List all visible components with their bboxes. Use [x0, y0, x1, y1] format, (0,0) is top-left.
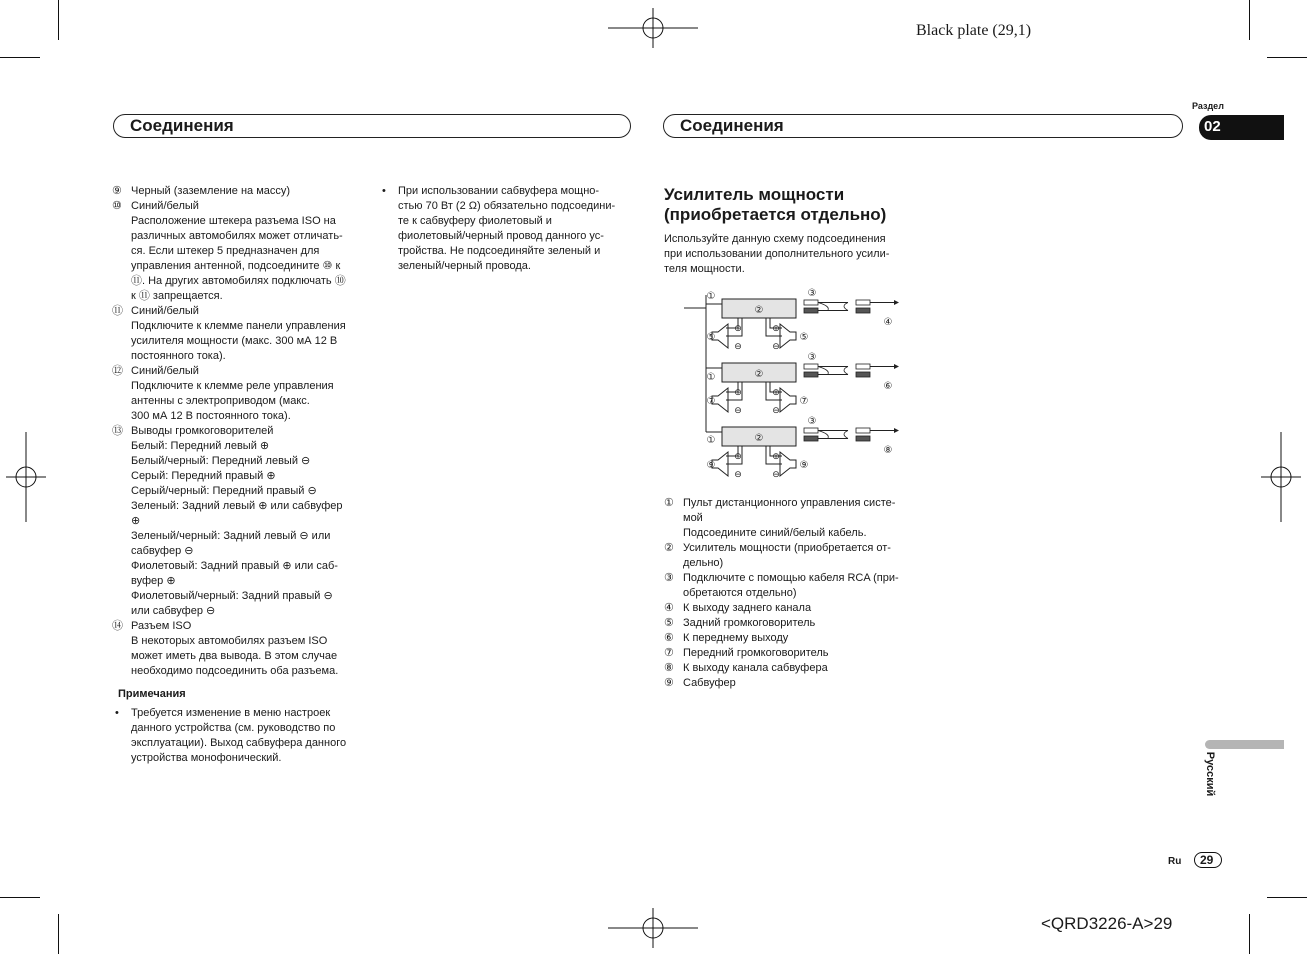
item-number: ⑩ [112, 200, 122, 212]
rca-label: ③ [807, 416, 817, 427]
rca-cable-bend [818, 367, 828, 375]
item-number: ⑭ [112, 620, 123, 632]
plus-terminal-label: ⊕ [772, 324, 780, 334]
rca-cable-bend [818, 303, 828, 311]
minus-terminal-label: ⊖ [734, 406, 742, 416]
section-label: Раздел [1192, 101, 1224, 111]
rca-cable-bend [818, 431, 828, 439]
intro-line: Используйте данную схему подсоединения [664, 233, 886, 245]
list-item [112, 424, 374, 619]
rca-plug-right [856, 436, 870, 441]
document-id: <QRD3226-A>29 [1041, 914, 1173, 933]
output-label: ⑧ [883, 445, 893, 456]
bullet-item [379, 184, 641, 274]
item-line: сабвуфер ⊖ [131, 545, 194, 557]
speaker-label-left: ⑤ [706, 332, 716, 343]
language-code: Ru [1168, 856, 1182, 867]
item-number: ⑦ [664, 647, 674, 659]
plus-terminal-label: ⊕ [772, 452, 780, 462]
amplifier-subtitle [664, 185, 926, 225]
item-line: Выводы громкоговорителей [131, 425, 274, 437]
list-item [664, 631, 926, 646]
rca-plug-right [856, 364, 870, 369]
item-line: К выходу заднего канала [683, 602, 812, 614]
list-item [112, 184, 374, 199]
list-item [112, 304, 374, 364]
list-item [112, 364, 374, 424]
diagram-legend [664, 496, 926, 691]
item-number: ⑪ [112, 305, 123, 317]
item-line: Подключите к клемме панели управления [131, 320, 346, 332]
item-line: Синий/белый [131, 200, 199, 212]
item-line: Подсоедините синий/белый кабель. [683, 527, 867, 539]
item-line: к ⑪ запрещается. [131, 290, 223, 302]
list-item [664, 571, 926, 601]
minus-terminal-label: ⊖ [772, 406, 780, 416]
plate-label: Black plate (29,1) [916, 22, 1032, 39]
rca-plug-right [856, 308, 870, 313]
item-line: данного устройства (см. руководство по [131, 722, 336, 734]
registration-mark-right [1261, 432, 1301, 522]
list-item [664, 676, 926, 691]
speaker-label-right: ⑦ [799, 396, 809, 407]
item-line: устройства монофонический. [131, 752, 282, 764]
item-line: дельно) [683, 557, 724, 569]
item-line: Фиолетовый/черный: Задний правый ⊖ [131, 590, 333, 602]
registration-mark-left [6, 432, 46, 522]
amplifier-wiring-diagram [680, 282, 920, 482]
section-header-left-title: Соединения [130, 116, 234, 135]
rca-label: ③ [807, 352, 817, 363]
item-line: постоянного тока). [131, 350, 226, 362]
item-line: Зеленый: Задний левый ⊕ или сабвуфер [131, 500, 343, 512]
item-number: ④ [664, 602, 674, 614]
item-line: обретаются отдельно) [683, 587, 797, 599]
minus-terminal-label: ⊖ [772, 342, 780, 352]
minus-terminal-label: ⊖ [734, 470, 742, 480]
column-2 [379, 184, 641, 274]
item-line: эксплуатации). Выход сабвуфера данного [131, 737, 347, 749]
list-item [664, 661, 926, 676]
speaker-label-right: ⑨ [799, 460, 809, 471]
item-line: К переднему выходу [683, 632, 789, 644]
minus-terminal-label: ⊖ [772, 470, 780, 480]
remote-label: ① [706, 372, 716, 383]
rca-plug-left [804, 300, 818, 305]
column-1 [112, 184, 374, 766]
subtitle-line: (приобретается отдельно) [664, 205, 887, 224]
item-number: ① [664, 497, 674, 509]
item-number: ② [664, 542, 674, 554]
notes-list [112, 706, 374, 766]
language-label: Русский [1204, 751, 1217, 797]
list-item [664, 646, 926, 661]
item-line: тройства. Не подсоединяйте зеленый и [398, 245, 601, 257]
amplifier-label: ② [754, 305, 764, 316]
item-line: Задний громкоговоритель [683, 617, 816, 629]
item-line: стью 70 Вт (2 Ω) обязательно подсоедини- [398, 200, 616, 212]
rca-plug-right [856, 300, 870, 305]
subtitle-line: Усилитель мощности [664, 185, 845, 204]
column-3 [664, 185, 926, 277]
notes-title: Примечания [118, 688, 186, 700]
list-item [112, 619, 374, 679]
item-line: фиолетовый/черный провод данного ус- [398, 230, 604, 242]
rca-plug-left [804, 372, 818, 377]
item-line: • При использовании сабвуфера мощно- [398, 185, 600, 197]
speaker-right [780, 388, 796, 412]
item-line: Серый/черный: Передний правый ⊖ [131, 485, 317, 497]
item-line: Синий/белый [131, 305, 199, 317]
item-line: Подключите к клемме реле управления [131, 380, 334, 392]
speaker-label-left: ⑦ [706, 396, 716, 407]
section-header-right [663, 114, 1183, 138]
subwoofer-notes [379, 184, 641, 274]
item-number: ⑨ [112, 185, 122, 197]
language-tab [1204, 752, 1224, 804]
speaker-right [780, 452, 796, 476]
item-line: необходимо подсоединить оба разъема. [131, 665, 339, 677]
rca-label: ③ [807, 288, 817, 299]
item-line: усилителя мощности (макс. 300 мА 12 В [131, 335, 338, 347]
item-line: ⊕ [131, 515, 141, 527]
wire-list [112, 184, 374, 679]
item-number: ⑨ [664, 677, 674, 689]
item-line: Фиолетовый: Задний правый ⊕ или саб- [131, 560, 338, 572]
item-number: ⑬ [112, 425, 123, 437]
rca-plug-right [856, 372, 870, 377]
intro-line: теля мощности. [664, 263, 745, 275]
plus-terminal-label: ⊕ [734, 452, 742, 462]
rca-plug-left [804, 308, 818, 313]
item-line: Передний громкоговоритель [683, 647, 829, 659]
item-line: Сабвуфер [683, 677, 736, 689]
page-number: 29 [1200, 853, 1214, 867]
item-line: 300 мА 12 В постоянного тока). [131, 410, 291, 422]
item-line: вуфер ⊕ [131, 575, 176, 587]
item-line: различных автомобилях может отличать- [131, 230, 343, 242]
registration-mark-bottom [608, 908, 698, 948]
item-line: К выходу канала сабвуфера [683, 662, 828, 674]
bullet-item [112, 706, 374, 766]
speaker-label-left: ⑨ [706, 460, 716, 471]
item-line: мой [683, 512, 703, 524]
output-label: ⑥ [883, 381, 893, 392]
list-item [664, 496, 926, 541]
language-tab-bar [1205, 740, 1284, 749]
rca-cable-bend [844, 431, 848, 439]
list-item [664, 541, 926, 571]
item-line: • Требуется изменение в меню настроек [131, 707, 331, 719]
list-item [664, 616, 926, 631]
plus-terminal-label: ⊕ [734, 388, 742, 398]
item-line: Синий/белый [131, 365, 199, 377]
speaker-right [780, 324, 796, 348]
list-item [664, 601, 926, 616]
item-line: В некоторых автомобилях разъем ISO [131, 635, 328, 647]
intro-line: при использовании дополнительного усили- [664, 248, 890, 260]
remote-label: ① [706, 435, 716, 446]
item-line: антенны с электроприводом (макс. [131, 395, 310, 407]
item-line: Усилитель мощности (приобретается от- [683, 542, 891, 554]
item-line: Серый: Передний правый ⊕ [131, 470, 276, 482]
item-line: Белый/черный: Передний левый ⊖ [131, 455, 311, 467]
item-line: Пульт дистанционного управления систе- [683, 497, 896, 509]
item-line: Белый: Передний левый ⊕ [131, 440, 270, 452]
item-line: может иметь два вывода. В этом случае [131, 650, 338, 662]
section-number-tab [1199, 115, 1284, 140]
item-line: те к сабвуферу фиолетовый и [398, 215, 552, 227]
item-line: Расположение штекера разъема ISO на [131, 215, 336, 227]
item-number: ⑤ [664, 617, 674, 629]
item-number: ⑫ [112, 365, 123, 377]
rca-plug-right [856, 428, 870, 433]
remote-label: ① [706, 291, 716, 302]
rca-cable-bend [844, 367, 848, 375]
item-line: ⑪. На других автомобилях подключать ⑩ [131, 275, 346, 287]
item-line: Подключите с помощью кабеля RCA (при- [683, 572, 899, 584]
amplifier-intro [664, 232, 926, 277]
item-line: зеленый/черный провода. [398, 260, 531, 272]
item-line: ся. Если штекер 5 предназначен для [131, 245, 320, 257]
item-number: ⑧ [664, 662, 674, 674]
section-number: 02 [1204, 118, 1221, 135]
plus-terminal-label: ⊕ [734, 324, 742, 334]
rca-plug-left [804, 364, 818, 369]
output-arrow [894, 300, 899, 305]
item-line: управления антенной, подсоедините ⑩ к [131, 260, 341, 272]
rca-plug-left [804, 436, 818, 441]
item-number: ⑥ [664, 632, 674, 644]
list-item [112, 199, 374, 304]
output-arrow [894, 428, 899, 433]
speaker-label-right: ⑤ [799, 332, 809, 343]
item-number: ③ [664, 572, 674, 584]
amplifier-label: ② [754, 433, 764, 444]
section-header-right-title: Соединения [680, 116, 784, 135]
rca-plug-left [804, 428, 818, 433]
section-header-left [113, 114, 631, 138]
item-line: Зеленый/черный: Задний левый ⊖ или [131, 530, 331, 542]
page-number-badge [1194, 852, 1222, 868]
item-line: Разъем ISO [131, 620, 192, 632]
amplifier-label: ② [754, 369, 764, 380]
output-label: ④ [883, 317, 893, 328]
plus-terminal-label: ⊕ [772, 388, 780, 398]
minus-terminal-label: ⊖ [734, 342, 742, 352]
output-arrow [894, 364, 899, 369]
rca-cable-bend [844, 303, 848, 311]
registration-mark-top [608, 8, 698, 48]
item-line: или сабвуфер ⊖ [131, 605, 216, 617]
item-line: Черный (заземление на массу) [131, 185, 291, 197]
